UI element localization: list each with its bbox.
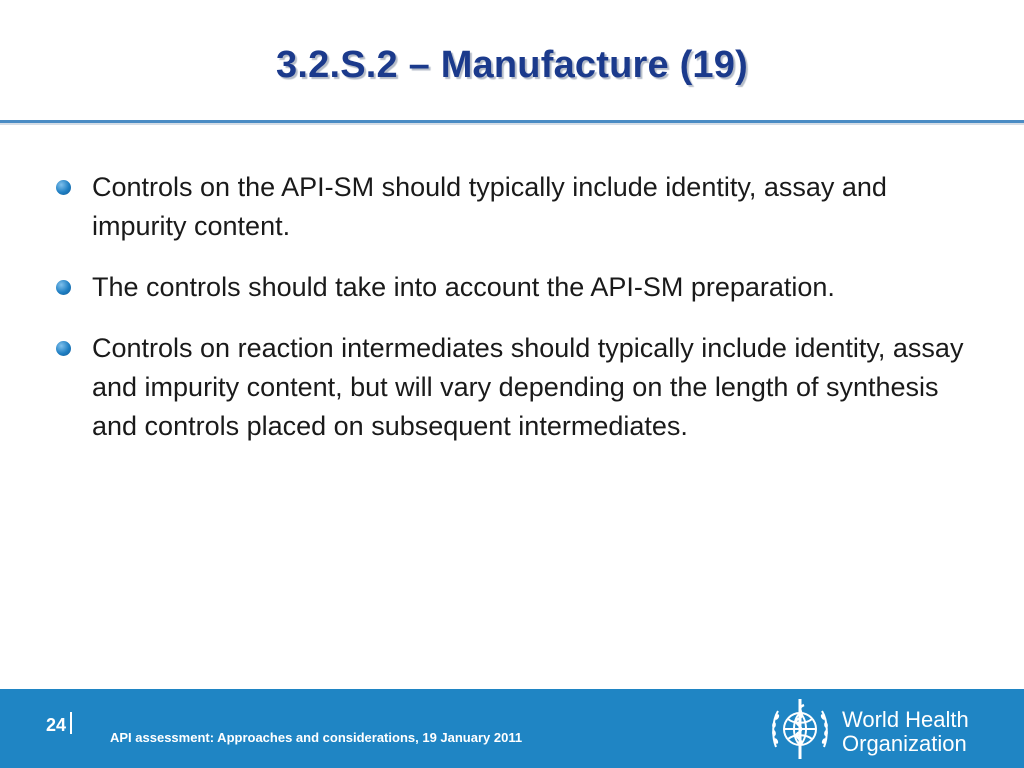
page-number-separator: [70, 712, 72, 734]
who-emblem-icon: [764, 693, 836, 765]
bullet-text: Controls on the API-SM should typically include identity, assay and impurity content.: [92, 172, 887, 241]
bullet-dot-icon: [56, 341, 71, 356]
bullet-item: [54, 168, 974, 246]
bullet-text: Controls on reaction intermediates should typically include identity, assay and impurity content, but will vary depending on the length of synthesis and controls placed on subsequent intermediates.: [92, 333, 964, 441]
bullet-dot-icon: [56, 280, 71, 295]
page-number: 24: [46, 715, 67, 735]
bullet-item: [54, 329, 974, 446]
title-underline-shadow: [0, 123, 1024, 125]
bullet-text: The controls should take into account the API-SM preparation.: [92, 272, 835, 302]
bullet-list: [54, 168, 974, 468]
footer-bar: [0, 689, 1024, 768]
who-logo-text: [842, 708, 969, 756]
who-logo-line2: Organization: [842, 731, 967, 756]
bullet-item: [54, 268, 974, 307]
footer-caption: API assessment: Approaches and considerations, 19 January 2011: [110, 730, 523, 745]
who-logo-line1: World Health: [842, 707, 969, 732]
slide-title: 3.2.S.2 – Manufacture (19): [276, 44, 748, 86]
bullet-dot-icon: [56, 180, 71, 195]
